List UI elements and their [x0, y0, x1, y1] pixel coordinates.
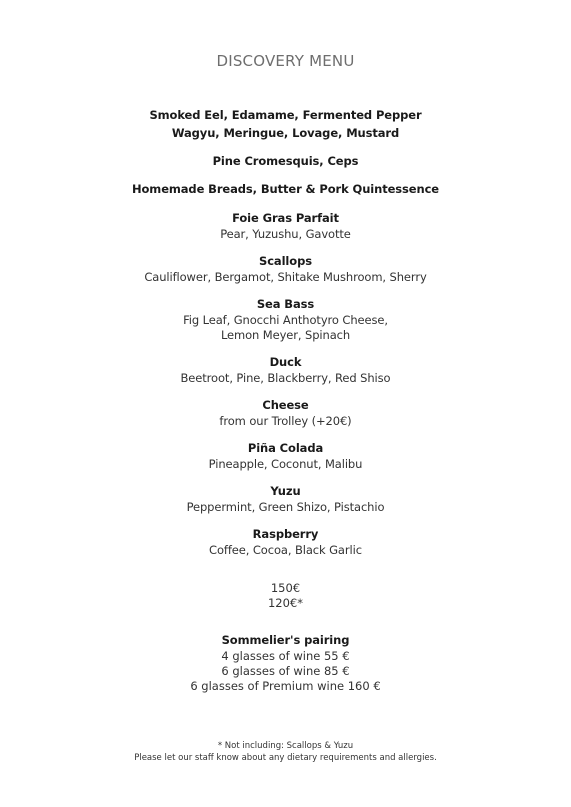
- course-cheese: [0, 396, 571, 429]
- dish-name: Sea Bass: [256, 297, 315, 311]
- menu-prices: [0, 581, 571, 611]
- dish-name: Pine Cromesquis, Ceps: [212, 154, 359, 168]
- pairing-title: Sommelier's pairing: [221, 633, 350, 647]
- sommelier-pairing: [0, 632, 571, 694]
- course-scallops: [0, 252, 571, 285]
- course-pine-cromesquis: [0, 152, 571, 170]
- pairing-option: 4 glasses of wine 55 €: [221, 649, 350, 663]
- menu-courses: [0, 106, 571, 694]
- course-pina-colada: [0, 439, 571, 472]
- dish-name: Piña Colada: [247, 441, 324, 455]
- course-yuzu: [0, 482, 571, 515]
- dish-name: Raspberry: [252, 527, 319, 541]
- dish-description: Coffee, Cocoa, Black Garlic: [209, 543, 362, 557]
- course-raspberry: [0, 525, 571, 558]
- dish-name: Foie Gras Parfait: [232, 211, 339, 225]
- page-title: DISCOVERY MENU: [216, 52, 355, 70]
- footnote: * Not including: Scallops & Yuzu: [217, 741, 354, 751]
- dish-name: Duck: [269, 355, 302, 369]
- price-reduced: 120€*: [267, 596, 304, 610]
- dish-name: Wagyu, Meringue, Lovage, Mustard: [171, 126, 400, 140]
- pairing-option: 6 glasses of wine 85 €: [221, 664, 350, 678]
- dish-description: Cauliflower, Bergamot, Shitake Mushroom, Sherry: [144, 270, 427, 284]
- course-homemade-breads: [0, 180, 571, 198]
- dish-description: from our Trolley (+20€): [219, 414, 352, 428]
- dish-description-line-2: Lemon Meyer, Spinach: [220, 328, 351, 342]
- course-foie-gras: [0, 209, 571, 242]
- dish-name: Homemade Breads, Butter & Pork Quintessence: [131, 182, 440, 196]
- course-wagyu: [0, 124, 571, 142]
- course-sea-bass: [0, 295, 571, 343]
- course-duck: [0, 353, 571, 386]
- dish-description: Beetroot, Pine, Blackberry, Red Shiso: [180, 371, 391, 385]
- dish-name: Scallops: [259, 254, 312, 268]
- dish-description: Fig Leaf, Gnocchi Anthotyro Cheese,: [183, 313, 388, 327]
- dish-description: Pear, Yuzushu, Gavotte: [220, 227, 351, 241]
- dish-description: Peppermint, Green Shizo, Pistachio: [186, 500, 385, 514]
- allergy-notice: Please let our staff know about any dietary requirements and allergies.: [134, 753, 437, 763]
- dish-name: Smoked Eel, Edamame, Fermented Pepper: [149, 108, 422, 122]
- dish-name: Yuzu: [270, 484, 301, 498]
- dish-description: Pineapple, Coconut, Malibu: [208, 457, 363, 471]
- footer-notes: [0, 740, 571, 764]
- pairing-option: 6 glasses of Premium wine 160 €: [190, 679, 381, 693]
- price-full: 150€: [270, 581, 301, 595]
- course-smoked-eel: [0, 106, 571, 124]
- dish-name: Cheese: [262, 398, 309, 412]
